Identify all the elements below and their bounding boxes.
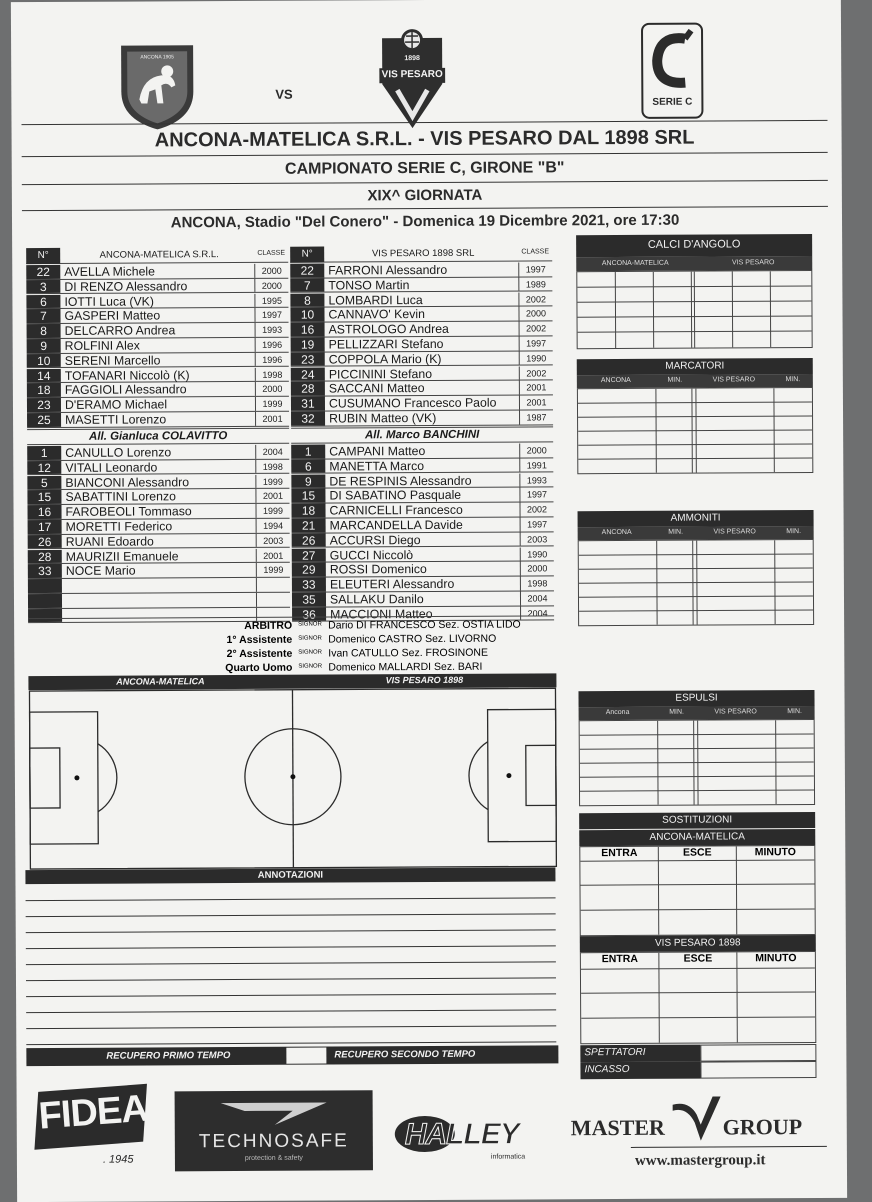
away-starter-row [290, 307, 552, 323]
player-classe: 2002 [519, 503, 553, 517]
scorers-title: MARCATORI [577, 360, 813, 372]
field-away-label: VIS PESARO 1898 [292, 674, 556, 685]
player-name: ASTROLOGO Andrea [329, 322, 449, 337]
home-starter-row [26, 308, 288, 324]
spectators-row [580, 1045, 700, 1063]
home-sub-row [27, 504, 289, 520]
player-number: 5 [27, 476, 61, 490]
player-name: PELLIZZARI Stefano [329, 337, 444, 352]
player-number: 28 [291, 382, 325, 396]
subs-away-header [580, 935, 816, 952]
player-classe: 2003 [520, 532, 554, 546]
player-name: TOFANARI Niccolò (K) [65, 368, 190, 383]
home-sub-row [28, 534, 290, 550]
subs-away-in: ENTRA [581, 953, 659, 965]
notes-line[interactable] [26, 1009, 556, 1013]
player-name: LOMBARDI Luca [328, 293, 422, 307]
officials-box [28, 615, 554, 676]
player-classe: 2002 [519, 366, 553, 380]
player-classe: 1989 [518, 277, 552, 291]
mastergroup-text-1: MASTER [571, 1115, 665, 1141]
player-number: 7 [290, 278, 324, 292]
player-classe: 2004 [520, 591, 554, 605]
fidea-logo-text: FIDEA [37, 1088, 146, 1139]
player-classe: 2000 [255, 382, 289, 396]
home-starter-row [26, 264, 288, 280]
player-number: 16 [291, 323, 325, 337]
player-name: ELEUTERI Alessandro [330, 577, 454, 592]
player-classe: 2002 [518, 292, 552, 306]
player-classe: 1999 [255, 504, 289, 518]
subs-header [579, 812, 815, 829]
home-sub-row [28, 563, 290, 579]
player-number: 14 [27, 369, 61, 383]
player-classe: 1998 [255, 367, 289, 381]
booked-col-c3: VIS PESARO [696, 528, 774, 535]
sponsor-technosafe [175, 1090, 373, 1171]
away-starter-row [291, 351, 553, 367]
home-starter-row [27, 382, 289, 398]
corners-title: CALCI D'ANGOLO [576, 238, 812, 251]
player-number: 31 [291, 397, 325, 411]
away-sub-row [292, 547, 554, 563]
recovery-second-half: RECUPERO SECONDO TEMPO [334, 1049, 524, 1061]
player-number: 10 [290, 308, 324, 322]
subs-away-grid[interactable] [580, 951, 816, 1044]
player-classe [256, 593, 290, 607]
away-sub-row [292, 591, 554, 607]
recovery-bar [26, 1045, 558, 1066]
home-starter-row [27, 323, 289, 339]
home-starter-row [27, 367, 289, 383]
away-starter-row [291, 410, 553, 426]
vis-pesaro-year: 1898 [379, 55, 445, 62]
player-number: 7 [26, 309, 60, 323]
home-starter-row [26, 279, 288, 295]
player-name: CARNICELLI Francesco [329, 503, 462, 518]
booked-grid[interactable] [578, 539, 814, 626]
player-number: 6 [26, 295, 60, 309]
player-classe [256, 578, 290, 592]
player-name: RUBIN Matteo (VK) [329, 411, 436, 426]
mastergroup-url[interactable]: www.mastergroup.it [635, 1152, 766, 1170]
away-sub-row [292, 577, 554, 593]
notes-line[interactable] [26, 961, 556, 965]
booked-title: AMMONITI [578, 512, 814, 524]
sent-off-subheader [579, 706, 815, 720]
home-starter-row [27, 397, 289, 413]
player-classe: 2001 [256, 548, 290, 562]
scorers-col-c1: ANCONA [577, 377, 655, 384]
notes-line[interactable] [26, 929, 556, 933]
player-name: MACCIONI Matteo [330, 607, 433, 622]
player-classe: 2001 [519, 396, 553, 410]
subs-title: SOSTITUZIONI [579, 814, 815, 826]
player-name: COPPOLA Mario (K) [329, 352, 442, 367]
official-role: ARBITRO [244, 620, 292, 632]
player-classe: 2004 [255, 445, 289, 459]
player-classe: 1997 [254, 308, 288, 322]
player-name: CANULLO Lorenzo [65, 445, 171, 460]
player-classe: 1994 [256, 519, 290, 533]
round-title: XIX^ GIORNATA [22, 185, 828, 206]
notes-line[interactable] [26, 993, 556, 997]
player-name: AVELLA Michele [64, 264, 155, 278]
player-number: 22 [26, 265, 60, 279]
subs-away-label: VIS PESARO 1898 [580, 937, 816, 949]
football-pitch [28, 687, 557, 870]
player-classe: 1990 [519, 351, 553, 365]
official-name: Ivan CATULLO Sez. FROSINONE [328, 647, 488, 660]
notes-line[interactable] [26, 1041, 556, 1045]
notes-line[interactable] [26, 913, 556, 917]
player-number: 10 [27, 354, 61, 368]
player-classe: 1993 [255, 323, 289, 337]
player-name: DELCARRO Andrea [65, 324, 176, 339]
player-number: 22 [290, 264, 324, 278]
notes-line[interactable] [26, 1025, 556, 1029]
player-classe: 1999 [256, 563, 290, 577]
official-signor: SIGNOR [298, 622, 322, 628]
player-name: D'ERAMO Michael [65, 398, 167, 413]
player-classe: 1991 [519, 458, 553, 472]
player-number: 23 [291, 352, 325, 366]
technosafe-subtitle: protection & safety [175, 1154, 373, 1162]
player-classe: 1998 [520, 577, 554, 591]
receipts-value-box[interactable] [700, 1061, 816, 1079]
player-name: SERENI Marcello [65, 353, 161, 368]
away-sub-row [291, 488, 553, 504]
official-signor: SIGNOR [298, 664, 322, 670]
player-name: FAGGIOLI Alessandro [65, 383, 187, 398]
official-name: Domenico CASTRO Sez. LIVORNO [328, 633, 496, 646]
player-name: RUANI Edoardo [66, 534, 154, 548]
vis-pesaro-logo [379, 24, 446, 130]
player-classe: 2000 [254, 279, 288, 293]
receipts-row [580, 1062, 700, 1080]
home-starter-row [27, 353, 289, 369]
booked-col-c4: MIN. [774, 528, 814, 535]
home-sub-row [28, 548, 290, 564]
player-number [28, 594, 62, 608]
player-number: 15 [291, 489, 325, 503]
booked-header [578, 510, 814, 527]
player-name: PICCININI Stefano [329, 367, 432, 382]
player-name: CUSUMANO Francesco Paolo [329, 396, 497, 411]
player-name: SALLAKU Danilo [330, 592, 424, 606]
away-sub-row [292, 562, 554, 578]
recovery-first-half-box[interactable] [286, 1048, 326, 1064]
official-name: Dario DI FRANCESCO Sez. OSTIA LIDO [328, 619, 521, 632]
player-classe: 2000 [518, 307, 552, 321]
player-number: 26 [28, 535, 62, 549]
home-sub-row [27, 460, 289, 476]
home-sub-row [27, 445, 289, 461]
player-name: MANETTA Marco [329, 459, 424, 473]
home-col-classe: CLASSE [254, 250, 288, 257]
away-sub-row [291, 473, 553, 489]
player-number: 15 [27, 490, 61, 504]
scorers-subheader [577, 374, 813, 388]
subs-home-label: ANCONA-MATELICA [579, 831, 815, 843]
official-name: Domenico MALLARDI Sez. BARI [328, 661, 482, 674]
player-classe: 2000 [519, 443, 553, 457]
player-number: 26 [292, 533, 326, 547]
player-name: TONSO Martin [328, 278, 409, 292]
player-classe: 2003 [256, 534, 290, 548]
fidea-year: . 1945 [103, 1154, 134, 1166]
player-classe: 1996 [255, 353, 289, 367]
away-sub-row [291, 503, 553, 519]
player-number: 35 [292, 593, 326, 607]
player-name: FARRONI Alessandro [328, 263, 447, 278]
away-starter-row [290, 292, 552, 308]
official-role: 1° Assistente [227, 634, 293, 646]
match-title: ANCONA-MATELICA S.R.L. - VIS PESARO DAL 1898 SRL [22, 126, 828, 153]
home-lineup-table [26, 247, 290, 618]
sent-off-col-c1: Ancona [579, 709, 657, 716]
home-coach: All. Gianluca COLAVITTO [27, 430, 289, 443]
away-starter-row [290, 277, 552, 293]
player-number: 8 [290, 293, 324, 307]
sponsor-halley [395, 1109, 567, 1170]
corners-away-label: VIS PESARO [694, 259, 812, 267]
sent-off-col-c3: VIS PESARO [697, 708, 775, 715]
player-number [28, 579, 62, 593]
player-name: SABATTINI Lorenzo [65, 490, 176, 505]
sent-off-header [578, 690, 814, 707]
mastergroup-text-2: GROUP [723, 1114, 803, 1140]
notes-title: ANNOTAZIONI [25, 868, 555, 882]
player-classe: 1997 [519, 488, 553, 502]
player-number: 18 [27, 383, 61, 397]
vis-pesaro-name: VIS PESARO [379, 69, 445, 80]
player-name: VITALI Leonardo [65, 460, 157, 474]
player-name: DE RESPINIS Alessandro [329, 473, 471, 488]
scorers-col-c2: MIN. [655, 377, 695, 384]
booked-subheader [578, 526, 814, 540]
notes-line[interactable] [26, 897, 556, 901]
player-number: 28 [28, 550, 62, 564]
player-classe: 1998 [255, 460, 289, 474]
player-number: 6 [291, 459, 325, 473]
player-number: 19 [291, 338, 325, 352]
receipts-label: INCASSO [584, 1064, 629, 1075]
official-role: Quarto Uomo [225, 662, 292, 674]
corners-header [576, 234, 812, 257]
player-number: 24 [291, 367, 325, 381]
vs-label: VS [275, 87, 292, 102]
official-role: 2° Assistente [227, 648, 293, 660]
player-number: 33 [28, 564, 62, 578]
player-classe: 1997 [520, 517, 554, 531]
player-number: 17 [28, 520, 62, 534]
away-coach: All. Marco BANCHINI [291, 428, 553, 441]
home-sub-row [27, 474, 289, 490]
away-starter-row [291, 336, 553, 352]
player-number: 12 [27, 461, 61, 475]
player-name: ACCURSI Diego [330, 533, 421, 547]
away-team-header: VIS PESARO 1898 SRL [328, 248, 518, 260]
official-signor: SIGNOR [298, 650, 322, 656]
player-name: IOTTI Luca (VK) [64, 294, 154, 308]
away-starter-row [291, 381, 553, 397]
player-number: 27 [292, 548, 326, 562]
player-classe: 1997 [518, 262, 552, 276]
player-name: MORETTI Federico [66, 519, 173, 534]
player-number: 1 [291, 445, 325, 459]
halley-subtitle: informatica [491, 1154, 525, 1161]
competition-title: CAMPIONATO SERIE C, GIRONE "B" [22, 158, 828, 180]
player-number: 16 [27, 505, 61, 519]
player-number: 36 [292, 607, 326, 621]
notes-line[interactable] [26, 945, 556, 949]
home-starter-row [27, 412, 289, 428]
match-sheet [11, 0, 847, 1202]
player-classe: 1987 [519, 410, 553, 424]
player-classe: 1993 [519, 473, 553, 487]
player-classe: 1999 [255, 397, 289, 411]
notes-area [25, 881, 556, 1048]
subs-home-in: ENTRA [580, 847, 658, 859]
away-sub-row [291, 458, 553, 474]
away-starter-row [290, 262, 552, 278]
player-name: GASPERI Matteo [64, 309, 160, 324]
serie-c-logo [641, 23, 704, 119]
away-starter-row [291, 322, 553, 338]
subs-away-out: ESCE [659, 952, 737, 964]
player-name: MASETTI Lorenzo [65, 412, 166, 427]
field-home-label: ANCONA-MATELICA [28, 676, 292, 687]
halley-logo-text: HALLEY [405, 1118, 519, 1153]
spectators-value-box[interactable] [700, 1044, 816, 1062]
player-number: 23 [27, 398, 61, 412]
scorers-col-c3: VIS PESARO [695, 376, 773, 383]
subs-home-out: ESCE [658, 846, 736, 858]
subs-away-min: MINUTO [737, 952, 815, 964]
corners-grid[interactable] [576, 270, 812, 349]
home-starter-row [27, 338, 289, 354]
subs-home-header [579, 829, 815, 846]
player-number: 21 [292, 519, 326, 533]
official-signor: SIGNOR [298, 636, 322, 642]
player-name: ROSSI Domenico [330, 562, 427, 577]
home-team-header: ANCONA-MATELICA S.R.L. [64, 249, 254, 261]
away-sub-row [292, 517, 554, 533]
subs-home-grid[interactable] [579, 845, 815, 936]
player-classe: 1996 [255, 338, 289, 352]
player-name: BIANCONI Alessandro [65, 475, 189, 490]
player-number: 9 [291, 474, 325, 488]
ancona-logo [117, 41, 197, 131]
corners-subheader [576, 256, 812, 271]
home-starter-row [26, 293, 288, 309]
player-name: CAMPANI Matteo [329, 444, 425, 459]
player-name: CANNAVO' Kevin [328, 307, 425, 322]
away-col-number: N° [290, 247, 324, 263]
player-number: 25 [27, 413, 61, 427]
player-classe: 2002 [519, 322, 553, 336]
venue-title: ANCONA, Stadio "Del Conero" - Domenica 19 Dicembre 2021, ore 17:30 [22, 211, 828, 232]
notes-line[interactable] [26, 977, 556, 981]
sponsor-mastergroup [571, 1088, 831, 1179]
spectators-label: SPETTATORI [584, 1047, 645, 1058]
home-sub-row [27, 489, 289, 505]
away-starter-row [291, 396, 553, 412]
technosafe-logo-text: TECHNOSAFE [175, 1130, 373, 1153]
player-name: NOCE Mario [66, 564, 136, 578]
player-number: 32 [291, 412, 325, 426]
player-classe: 1999 [255, 474, 289, 488]
scorers-grid[interactable] [577, 387, 813, 474]
scorers-col-c4: MIN. [773, 376, 813, 383]
player-name: FAROBEOLI Tommaso [65, 504, 191, 519]
home-sub-row [28, 578, 290, 594]
player-name: ROLFINI Alex [65, 339, 140, 353]
home-sub-row [28, 593, 290, 609]
scorers-header [577, 358, 813, 375]
subs-home-min: MINUTO [736, 846, 814, 858]
player-name: MARCANDELLA Davide [330, 518, 463, 533]
player-number: 33 [292, 578, 326, 592]
player-name: MAURIZII Emanuele [66, 549, 179, 564]
player-classe: 1990 [520, 547, 554, 561]
player-classe: 1997 [519, 336, 553, 350]
player-name: DI SABATINO Pasquale [329, 488, 461, 503]
player-name: GUCCI Niccolò [330, 548, 413, 562]
booked-col-c1: ANCONA [578, 529, 656, 536]
player-classe: 2001 [519, 381, 553, 395]
player-classe: 2001 [255, 412, 289, 426]
away-lineup-table [290, 245, 554, 616]
corners-home-label: ANCONA-MATELICA [576, 260, 694, 268]
away-sub-row [291, 443, 553, 459]
sent-off-col-c4: MIN. [775, 708, 815, 715]
home-col-number: N° [26, 248, 60, 264]
player-name: SACCANI Matteo [329, 381, 425, 396]
player-number: 9 [27, 339, 61, 353]
home-sub-row [28, 519, 290, 535]
sent-off-title: ESPULSI [578, 692, 814, 704]
player-number: 29 [292, 563, 326, 577]
sponsor-fidea [32, 1077, 152, 1170]
player-number: 18 [291, 504, 325, 518]
player-name: DI RENZO Alessandro [64, 279, 187, 294]
recovery-first-half: RECUPERO PRIMO TEMPO [106, 1050, 276, 1062]
ancona-logo-text: ANCONA 1905 [137, 54, 177, 60]
player-classe: 2000 [520, 562, 554, 576]
away-starter-row [291, 366, 553, 382]
away-sub-row [292, 532, 554, 548]
player-classe: 2004 [520, 606, 554, 620]
player-number: 1 [27, 446, 61, 460]
sent-off-col-c2: MIN. [657, 709, 697, 716]
sent-off-grid[interactable] [579, 719, 815, 806]
away-col-classe: CLASSE [518, 248, 552, 255]
player-classe: 2001 [255, 489, 289, 503]
player-classe: 1995 [254, 293, 288, 307]
player-number: 3 [26, 280, 60, 294]
player-classe: 2000 [254, 264, 288, 278]
serie-c-text: SERIE C [643, 97, 701, 108]
player-number: 8 [27, 324, 61, 338]
booked-col-c2: MIN. [656, 529, 696, 536]
